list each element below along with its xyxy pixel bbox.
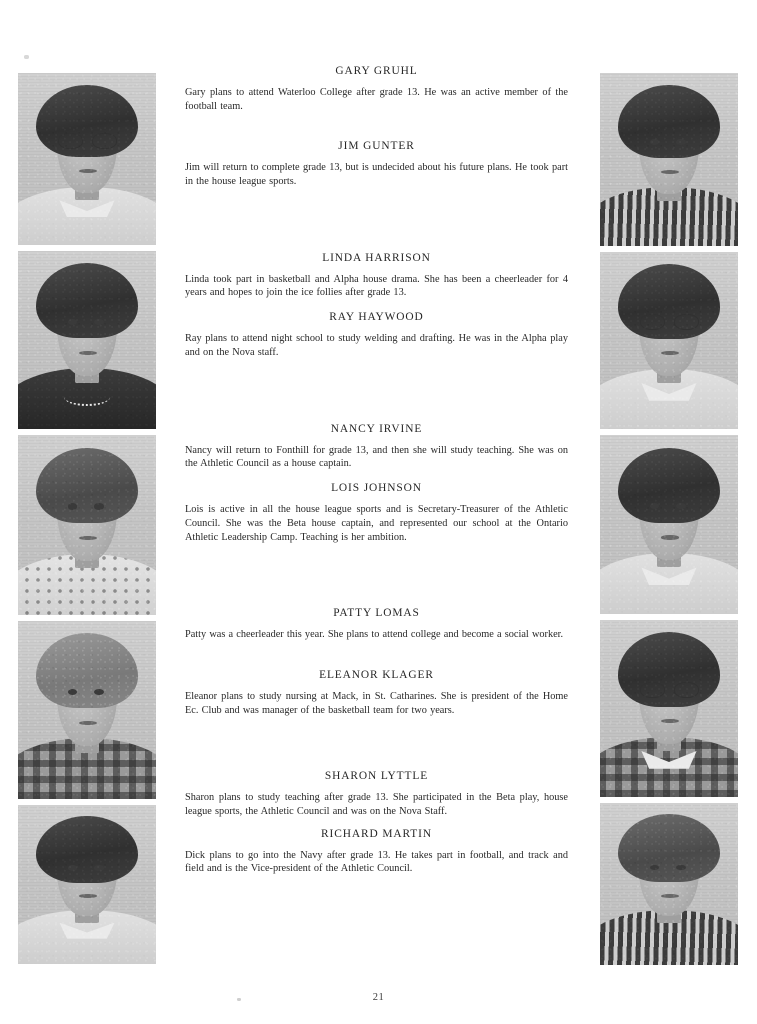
- spacer: [185, 113, 568, 139]
- portrait-nancy-irvine: [18, 435, 156, 615]
- entry-sharon-lyttle: [185, 769, 568, 818]
- spacer: [185, 544, 568, 606]
- entry-body-text: Nancy will return to Fonthill for grade 13, and then she will study teaching. She was on the Athletic Council as a house captain.: [185, 444, 568, 470]
- entry-linda-harrison: [185, 251, 568, 300]
- spacer: [185, 189, 568, 251]
- entry-body-text: Gary plans to attend Waterloo College after grade 13. He was an active member of the football team.: [185, 86, 568, 112]
- entry-body-text: Dick plans to go into the Navy after grade 13. He takes part in football, and track and field and is the Vice-president of the Athletic Council.: [185, 849, 568, 875]
- biography-text-column: [185, 64, 568, 876]
- entry-body-text: Patty was a cheerleader this year. She plans to attend college and become a social worker.: [185, 629, 564, 641]
- entry-body-text: Ray plans to attend night school to study welding and drafting. He was in the Alpha play and on the Nova staff.: [185, 333, 568, 358]
- entry-name-heading: LOIS JOHNSON: [331, 482, 422, 495]
- entry-nancy-irvine: [185, 422, 568, 471]
- portrait-eleanor-klager: [600, 620, 738, 797]
- portrait-lois-johnson: [600, 435, 738, 614]
- entry-name-heading: PATTY LOMAS: [333, 607, 420, 620]
- page-number: 21: [372, 992, 385, 1003]
- right-photo-column: [600, 73, 738, 965]
- entry-eleanor-klager: [185, 668, 568, 717]
- entry-body-text: Eleanor plans to study nursing at Mack, in St. Catharines. She is president of the Home Ec. Club and was manager of the basketball team for two years.: [185, 690, 568, 716]
- entry-name-heading: RICHARD MARTIN: [321, 827, 432, 840]
- entry-patty-lomas: [185, 606, 568, 642]
- entry-body-text: Jim will return to complete grade 13, but is undecided about his future plans. He took part in the house league sports.: [185, 162, 568, 188]
- entry-name-heading: JIM GUNTER: [338, 140, 415, 153]
- entry-ray-haywood: [185, 310, 568, 359]
- portrait-patty-lomas: [18, 621, 156, 799]
- portrait-richard-martin: [600, 803, 738, 965]
- spacer: [185, 642, 568, 668]
- portrait-jim-gunter: [600, 73, 738, 246]
- spacer: [185, 471, 568, 481]
- entry-lois-johnson: [185, 481, 568, 544]
- spacer: [185, 819, 568, 827]
- scan-artifact-fleck: [24, 55, 29, 59]
- entry-body-text: Lois is active in all the house league sports and is Secretary-Treasurer of the Athletic Council. She was the Beta house captain, and represented our school at the Ontario Athletic Leadership Camp. Teaching is her ambition.: [185, 503, 568, 543]
- entry-name-heading: ELEANOR KLAGER: [319, 668, 434, 681]
- portrait-ray-haywood: [600, 252, 738, 429]
- entry-name-heading: SHARON LYTTLE: [324, 770, 429, 783]
- entry-name-heading: LINDA HARRISON: [322, 251, 431, 264]
- left-photo-column: [18, 73, 156, 964]
- portrait-sharon-lyttle: [18, 805, 156, 964]
- entry-gary-gruhl: [185, 64, 568, 113]
- entry-body-text: Sharon plans to study teaching after grade 13. She participated in the Beta play, house league sports, the Athletic Council and was on the Nova Staff.: [185, 792, 568, 817]
- spacer: [185, 300, 568, 310]
- spacer: [185, 717, 568, 769]
- entry-name-heading: GARY GRUHL: [335, 65, 418, 77]
- entry-body-text: Linda took part in basketball and Alpha house drama. She has been a cheerleader for 4 years and hopes to join the ice follies after grade 13.: [185, 273, 568, 299]
- entry-jim-gunter: [185, 139, 568, 188]
- portrait-gary-gruhl: [18, 73, 156, 245]
- entry-name-heading: RAY HAYWOOD: [329, 311, 424, 324]
- entry-name-heading: NANCY IRVINE: [330, 422, 423, 435]
- entry-richard-martin: [185, 827, 568, 876]
- portrait-linda-harrison: [18, 251, 156, 429]
- spacer: [185, 360, 568, 422]
